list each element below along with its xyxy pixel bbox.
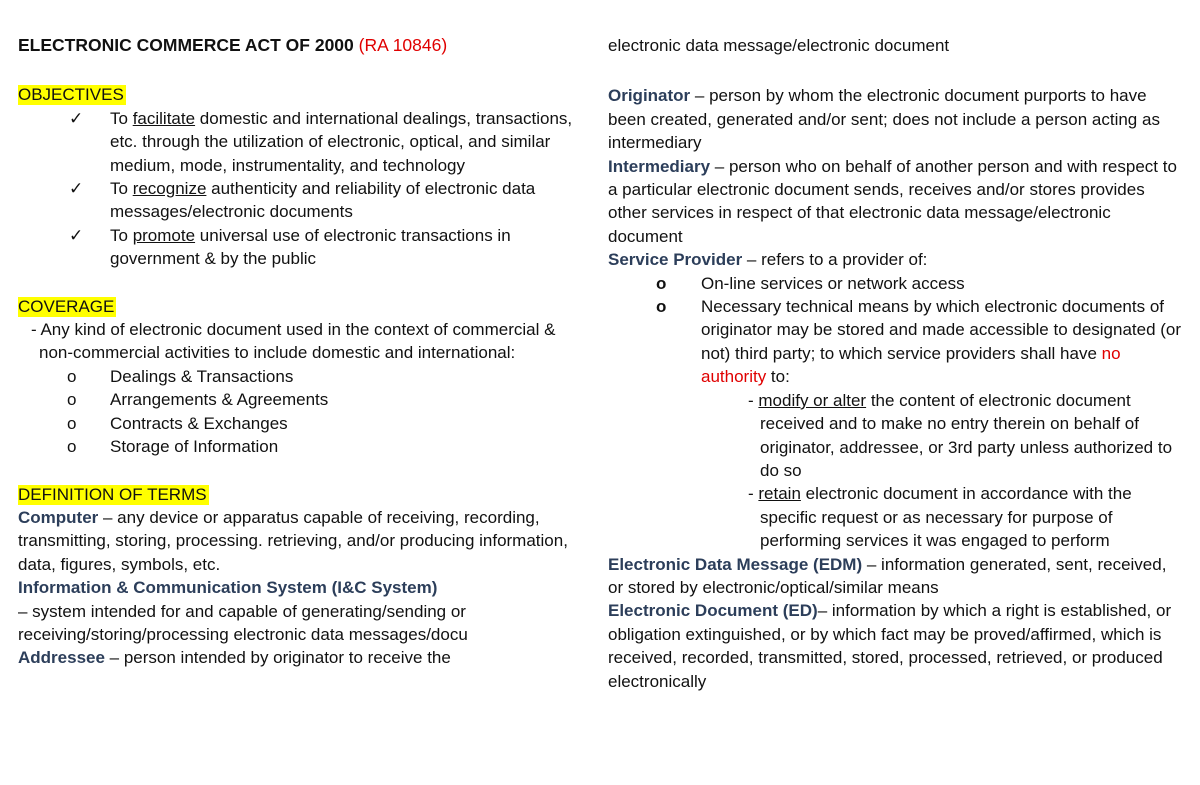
coverage-heading: COVERAGE xyxy=(18,296,115,316)
ra-reference: RA 10846 xyxy=(364,35,442,55)
objectives-list xyxy=(18,107,578,271)
list-item: o Dealings & Transactions xyxy=(18,365,578,388)
definition-ics: Information & Communication System (I&C System) – system intended for and capable of generating/sending or receiving/storing/processing electronic data messages/docu xyxy=(18,578,468,644)
no-authority-list xyxy=(608,389,1183,553)
list-item: o Necessary technical means by which electronic documents of originator may be stored and made accessible to designated (or not) third party; to which service providers shall have no authority to: xyxy=(656,297,1182,387)
bold-circle-bullet-icon: o xyxy=(656,273,667,293)
continuation-text: electronic data message/electronic document xyxy=(608,36,950,55)
list-item: - modify or alter the content of electronic document received and to make no entry therein on behalf of originator, addressee, or 3rd party unless authorized to do so xyxy=(748,390,1173,480)
definitions-section xyxy=(18,483,578,670)
checkmark-icon: ✓ xyxy=(69,179,84,199)
list-item: ✓ To recognize authenticity and reliability of electronic data messages/electronic documents xyxy=(69,179,536,222)
document-title: ELECTRONIC COMMERCE ACT OF 2000 (RA 10846) xyxy=(18,35,448,55)
definition-service-provider: Service Provider – refers to a provider of: xyxy=(608,250,928,270)
right-definitions xyxy=(608,84,1183,693)
list-item: o Contracts & Exchanges xyxy=(18,412,578,435)
coverage-intro: - Any kind of electronic document used in the context of commercial & non-commercial activities to include domestic and international: xyxy=(31,320,556,363)
definitions-heading: DEFINITION OF TERMS xyxy=(18,484,207,504)
definition-intermediary: Intermediary – person who on behalf of another person and with respect to a particular electronic document sends, receives and/or stores provides other services in respect of that electronic data message/electronic document xyxy=(608,156,1177,246)
circle-bullet-icon: o xyxy=(67,366,77,386)
circle-bullet-icon: o xyxy=(67,437,77,457)
objectives-heading: OBJECTIVES xyxy=(18,85,124,105)
service-provider-list xyxy=(608,272,1183,389)
definition-addressee: Addressee – person intended by originator to receive the xyxy=(18,648,451,668)
list-item: - retain electronic document in accordance with the specific request or as necessary for purpose of performing services it was engaged to perform xyxy=(748,484,1132,551)
list-item: o Storage of Information xyxy=(18,435,578,458)
bold-circle-bullet-icon: o xyxy=(656,297,667,317)
list-item: o On-line services or network access xyxy=(608,272,1183,295)
list-item: ✓ To facilitate domestic and international dealings, transactions, etc. through the utilization of electronic, optical, and similar medium, mode, instrumentality, and technology xyxy=(69,108,573,175)
definition-ed: Electronic Document (ED)– information by which a right is established, or obligation extinguished, or by which fact may be proved/affirmed, which is received, recorded, transmitted, stored, processed, retrieved, or produced electronically xyxy=(608,601,1172,691)
definition-originator: Originator – person by whom the electronic document purports to have been created, generated and/or sent; does not include a person acting as intermediary xyxy=(608,86,1160,153)
coverage-section xyxy=(18,295,578,459)
coverage-list xyxy=(18,365,578,459)
definition-edm: Electronic Data Message (EDM) – information generated, sent, received, or stored by electronic/optical/similar means xyxy=(608,554,1167,597)
left-column xyxy=(18,34,578,670)
no-authority-text: no authority xyxy=(701,343,1121,387)
right-column xyxy=(608,34,1183,693)
checkmark-icon: ✓ xyxy=(69,108,84,128)
objectives-section xyxy=(18,83,578,270)
list-item: ✓ To promote universal use of electronic transactions in government & by the public xyxy=(69,225,511,269)
circle-bullet-icon: o xyxy=(67,390,77,410)
circle-bullet-icon: o xyxy=(67,413,77,433)
checkmark-icon: ✓ xyxy=(69,225,84,245)
list-item: o Arrangements & Agreements xyxy=(18,388,578,411)
definition-computer: Computer – any device or apparatus capable of receiving, recording, transmitting, storing, processing. retrieving, and/or producing information, data, figures, symbols, etc. xyxy=(18,507,568,574)
